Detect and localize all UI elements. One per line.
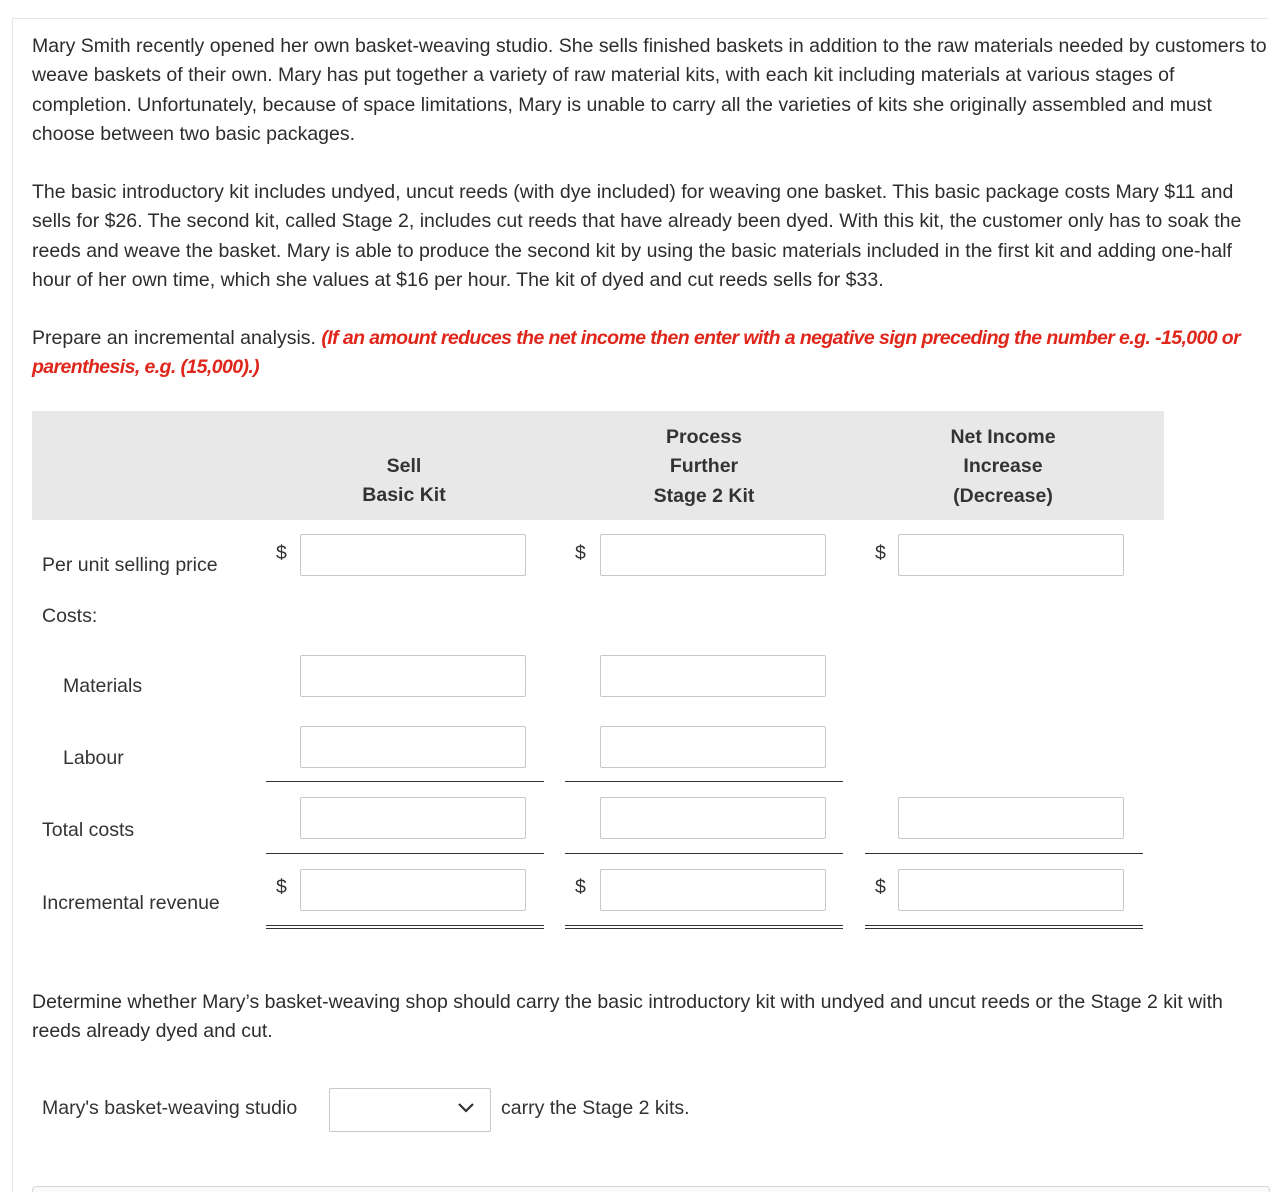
instruction-lead: Prepare an incremental analysis. [32,327,316,349]
subtotal-rule [266,781,544,782]
currency-symbol: $ [875,542,886,564]
header-line: Increase [963,455,1043,478]
header-line: (Decrease) [953,484,1053,507]
next-section-box [32,1186,1270,1192]
materials-basic-input[interactable] [300,655,526,697]
total-rule [266,853,544,854]
currency-symbol: $ [575,876,586,898]
total-rule [865,853,1143,854]
materials-stage2-input[interactable] [600,655,826,697]
column-header-sell-basic [274,452,534,511]
labour-stage2-input[interactable] [600,726,826,768]
decision-suffix: carry the Stage 2 kits. [501,1097,690,1119]
header-line: Further [669,455,739,478]
row-label-incremental-revenue: Incremental revenue [42,892,220,914]
selling-price-basic-input[interactable] [300,534,526,576]
decision-dropdown[interactable] [329,1088,491,1132]
currency-symbol: $ [276,876,287,898]
total-costs-net-input[interactable] [898,797,1124,839]
column-header-net-income [873,423,1133,511]
total-costs-stage2-input[interactable] [600,797,826,839]
row-label-labour: Labour [63,747,124,769]
chevron-down-icon [456,1098,476,1118]
row-label-materials: Materials [63,675,143,697]
row-label-total-costs: Total costs [42,819,135,841]
revenue-net-input[interactable] [898,869,1124,911]
header-line: Sell [386,455,422,477]
currency-symbol: $ [575,542,586,564]
decision-prefix: Mary's basket-weaving studio [42,1097,298,1119]
column-header-process-further [574,423,834,511]
revenue-basic-input[interactable] [300,869,526,911]
header-line: Basic Kit [362,484,446,507]
subtotal-rule [565,781,843,782]
selling-price-net-input[interactable] [898,534,1124,576]
labour-basic-input[interactable] [300,726,526,768]
left-divider [12,18,13,1192]
grand-total-double-rule [266,925,544,929]
total-rule [565,853,843,854]
selling-price-stage2-input[interactable] [600,534,826,576]
problem-paragraph-2: The basic introductory kit includes undyed, uncut reeds (with dye included) for weaving one basket. This basic package costs Mary $11 and sells for $26. The second kit, called Stage 2, includes cut reeds that have already been dyed. With this kit, the customer only has to soak the reeds and weave the basket. Mary is able to produce the second kit by using the basic materials included in the first kit and adding one-half hour of her own time, which she values at $16 per hour. The kit of dyed and cut reeds sells for $33. [32,181,1242,291]
grand-total-double-rule [865,925,1143,929]
row-label-costs: Costs: [42,605,98,627]
grand-total-double-rule [565,925,843,929]
decision-question: Determine whether Mary’s basket-weaving shop should carry the basic introductory kit with undyed and uncut reeds or the Stage 2 kit with reeds already dyed and cut. [32,991,1223,1043]
header-line: Process [666,426,742,448]
header-line: Stage 2 Kit [653,484,755,507]
instruction-note: (If an amount reduces the net income then enter with a negative sign preceding the number e.g. -15,000 or parenthesis, e.g. (15,000).) [32,327,1241,379]
currency-symbol: $ [875,876,886,898]
revenue-stage2-input[interactable] [600,869,826,911]
row-label-selling-price: Per unit selling price [42,554,218,576]
header-line: Net Income [950,426,1056,448]
top-divider [12,18,1268,19]
currency-symbol: $ [276,542,287,564]
problem-paragraph-1: Mary Smith recently opened her own basket-weaving studio. She sells finished baskets in addition to the raw materials needed by customers to weave baskets of their own. Mary has put together a variety of raw material kits, with each kit including materials at various stages of completion. Unfortunately, because of space limitations, Mary is unable to carry all the varieties of kits she originally assembled and must choose between two basic packages. [32,35,1267,145]
total-costs-basic-input[interactable] [300,797,526,839]
instruction-text [32,324,1268,383]
